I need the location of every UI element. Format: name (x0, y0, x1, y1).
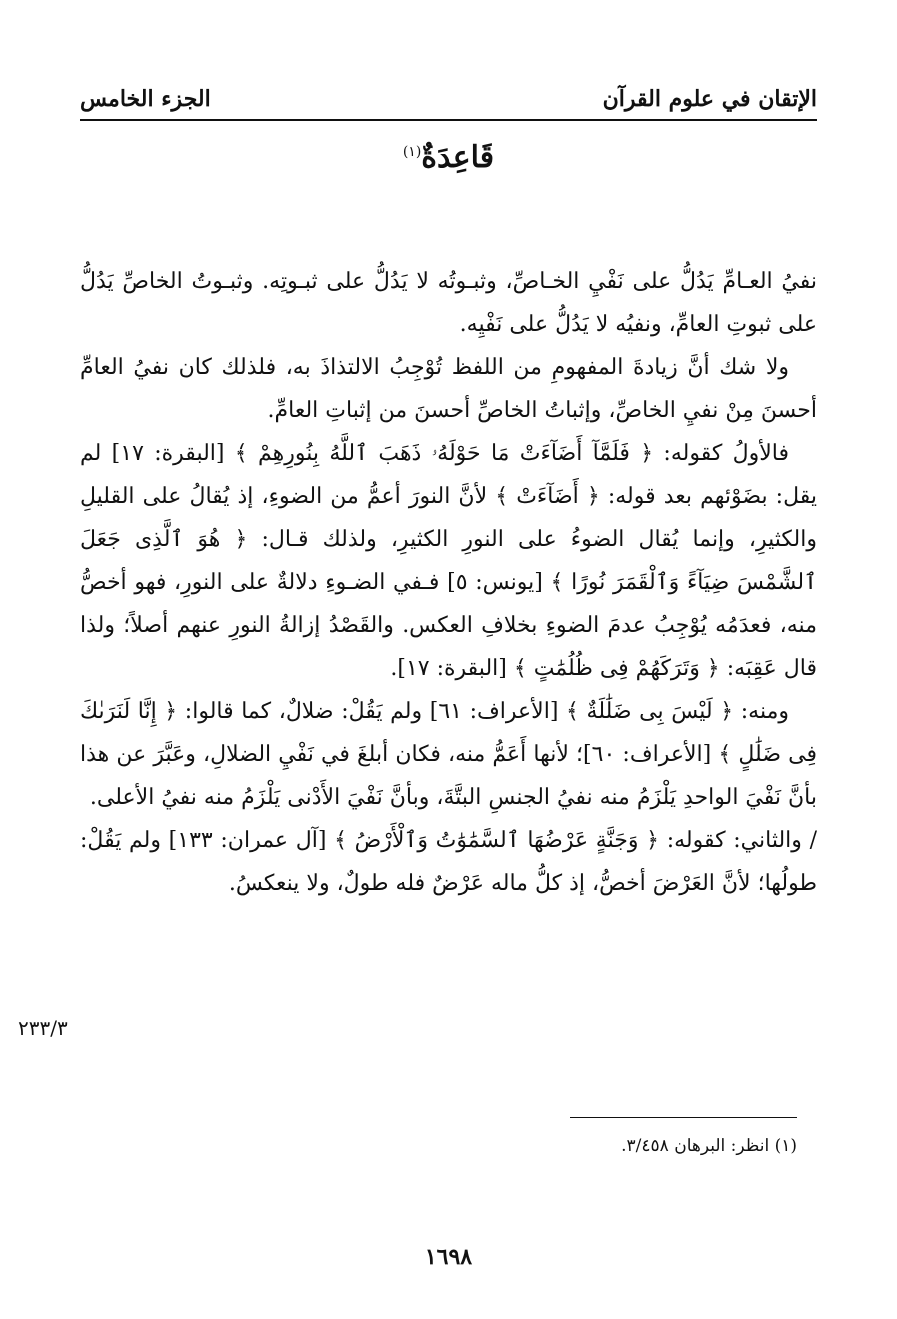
paragraph-3: فالأولُ كقوله: ﴿ فَلَمَّآ أَضَآءَتْ مَا حَوْلَهُۥ ذَهَبَ ٱللَّهُ بِنُورِهِمْ ﴾ [البقرة: ١٧] لم يقل: بضَوْئهم بعد قوله: ﴿ أَضَآءَتْ ﴾ لأنَّ النورَ أعمُّ من الضوءِ، إذ يُقالُ على القليلِ والكثيرِ، وإنما يُقال الضوءُ على النورِ الكثيرِ، ولذلك قـال: ﴿ هُوَ ٱلَّذِى جَعَلَ ٱلشَّمْسَ ضِيَآءً وَٱلْقَمَرَ نُورًا ﴾ [يونس: ٥] فـفي الضـوءِ دلالةٌ على النورِ، فهو أخصُّ منه، فعدَمُه يُوْجِبُ عدمَ الضوءِ بخلافِ العكس. والقَصْدُ إزالةُ النورِ عنهم أصلاً؛ ولذا قال عَقِبَه: ﴿ وَتَرَكَهُمْ فِى ظُلُمَٰتٍ ﴾ [البقرة: ١٧]. (80, 441, 817, 681)
footnote: (١) انظر: البرهان ٣/٤٥٨. (621, 1136, 797, 1156)
volume-label: الجزء الخامس (80, 86, 211, 112)
margin-reference: ٢٣٣/٣ (18, 1016, 68, 1040)
section-title-text: قَاعِدَةٌ (421, 140, 495, 175)
paragraph-1: نفيُ العـامِّ يَدُلُّ على نَفْيِ الخـاصِّ، وثبـوتُه لا يَدُلُّ على ثبـوتِه. وثبـوتُ الخاصِّ يَدُلُّ على ثبوتِ العامِّ، ونفيُه لا يَدُلُّ على نَفْيِه. (80, 269, 817, 337)
running-header (80, 72, 817, 112)
paragraph-5: / والثاني: كقوله: ﴿ وَجَنَّةٍ عَرْضُهَا ٱلسَّمَٰوَٰتُ وَٱلْأَرْضُ ﴾ [آل عمران: ١٣٣] ولم يَقُلْ: طولُها؛ لأنَّ العَرْضَ أخصُّ، إذ كلُّ ماله عَرْضٌ فله طولٌ، ولا ينعكسُ. (80, 828, 817, 896)
paragraph-4: ومنه: ﴿ لَيْسَ بِى ضَلَٰلَةٌ ﴾ [الأعراف: ٦١] ولم يَقُلْ: ضلالٌ، كما قالوا: ﴿ إِنَّا لَنَرَىٰكَ فِى ضَلَٰلٍ ﴾ [الأعراف: ٦٠]؛ لأنها أَعَمُّ منه، فكان أبلغَ في نَفْيِ الضلالِ، وعَبَّرَ عن هذا بأنَّ نَفْيَ الواحدِ يَلْزَمُ منه نفيُ الجنسِ البتَّةَ، وبأنَّ نَفْيَ الأَدْنى يَلْزَمُ منه نفيُ الأعلى. (80, 699, 817, 810)
book-title: الإتقان في علوم القرآن (602, 86, 817, 112)
section-title (0, 140, 897, 196)
header-divider (80, 119, 817, 121)
footnote-marker: (١) (402, 144, 422, 160)
body-text (80, 260, 817, 905)
paragraph-2: ولا شك أنَّ زيادةَ المفهومِ من اللفظ تُوْجِبُ الالتذاذَ به، فلذلك كان نفيُ العامِّ أحسنَ مِنْ نفيِ الخاصِّ، وإثباتُ الخاصِّ أحسنَ من إثباتِ العامِّ. (80, 355, 817, 423)
footnote-divider (570, 1117, 797, 1118)
page-number: ١٦٩٨ (424, 1244, 473, 1270)
